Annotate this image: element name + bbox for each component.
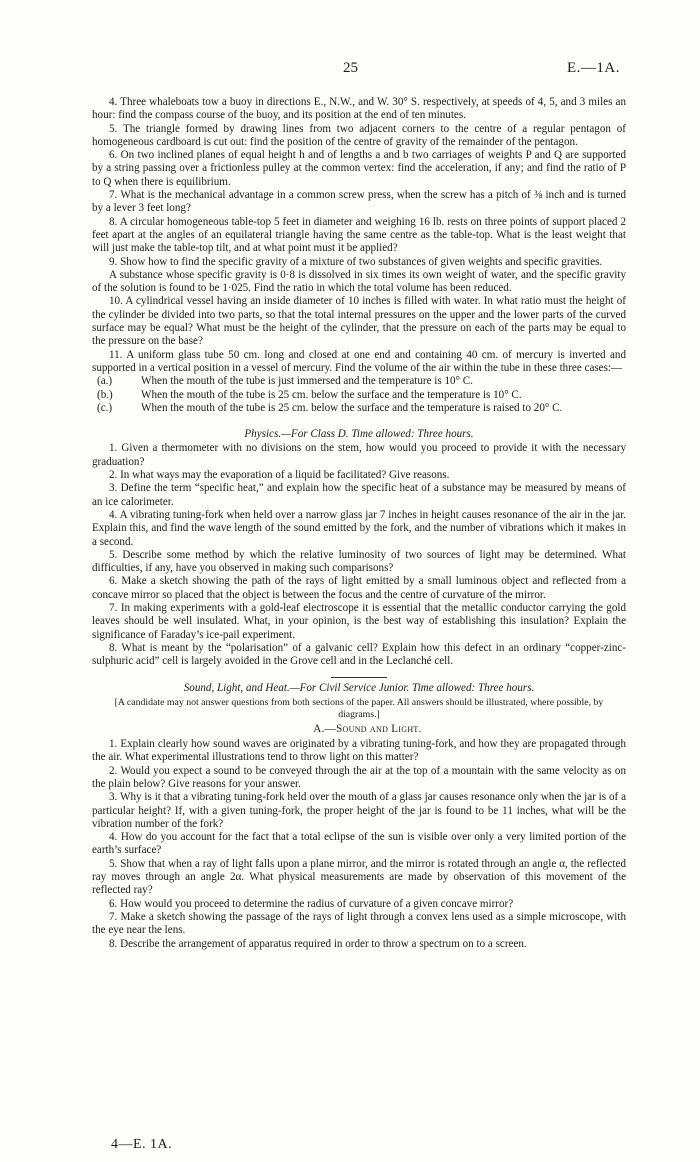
question-mech-11: 11. A uniform glass tube 50 cm. long and closed at one end and containing 40 cm. of mercury is inverted and supported in a vertical position in a vessel of mercury. Find the volume of the air within the tube in these three cases:— [92,348,626,374]
page-number: 25 [343,60,358,76]
question-sound-2: 2. Would you expect a sound to be conveyed through the air at the top of a mountain with the same velocity as on the plain below? Give reasons for your answer. [92,764,626,790]
question-mech-5: 5. The triangle formed by drawing lines from two adjacent corners to the centre of a regular pentagon of homogeneous cardboard is cut out: find the position of the centre of gravity of the remainder of the pentagon. [92,122,626,148]
question-phys-5: 5. Describe some method by which the relative luminosity of two sources of light may be determined. What difficulties, if any, have you observed in making such comparisons? [92,548,626,575]
question-phys-4: 4. A vibrating tuning-fork when held over a narrow glass jar 7 inches in height causes resonance of the air in the jar. Explain this, and find the wave length of the sound emitted by the fork, and the number of vibrations which it makes in a second. [92,508,626,548]
page-signature: 4—E. 1A. [111,1137,173,1152]
question-sound-6: 6. How would you proceed to determine the radius of curvature of a given concave mirror? [109,897,514,910]
question-phys-7: 7. In making experiments with a gold-leaf electroscope it is essential that the metallic conductor carrying the gold leaves should be well insulated. What, in your opinion, is the best way of establishing this insulation? Explain the significance of Faraday’s ice-pail experiment. [92,601,626,641]
question-mech-9: 9. Show how to find the specific gravity of a mixture of two substances of given weights and specific gravities. [109,255,603,268]
question-phys-2: 2. In what ways may the evaporation of a liquid be facilitated? Give reasons. [109,469,450,482]
question-mech-9-part: A substance whose specific gravity is 0·8 is dissolved in six times its own weight of water, and the specific gravity of the solution is found to be 1·025. Find the ratio in which the total volume has been reduced. [92,268,626,295]
case-label: (b.) [97,388,113,401]
case-label: (a.) [97,375,113,388]
question-sound-5: 5. Show that when a ray of light falls upon a plane mirror, and the mirror is rotated through an angle α, the reflected ray moves through an angle 2α. What physical measurements are made by observation of this movement of the reflected ray? [92,857,626,897]
page-body [92,62,626,951]
question-sound-3: 3. Why is it that a vibrating tuning-fork held over the mouth of a glass jar causes resonance only when the jar is of a particular height? If, with a given tuning-fork, the proper height of the jar is found to be 11 inches, what will be the vibration number of the fork? [92,791,626,830]
question-mech-7: 7. What is the mechanical advantage in a common screw press, when the screw has a pitch of ⅜ inch and is turned by a lever 3 feet long? [92,189,626,215]
physics-section [92,428,626,668]
question-sound-8: 8. Describe the arrangement of apparatus required in order to throw a spectrum on to a screen. [109,937,527,950]
sound-section-note: [A candidate may not answer questions from both sections of the paper. All answers should be illustrated, where possible, by diagrams.] [114,696,604,720]
question-phys-1: 1. Given a thermometer with no divisions on the stem, how would you proceed to provide it with the necessary graduation? [92,442,626,468]
question-sound-7: 7. Make a sketch showing the passage of the rays of light through a convex lens used as a simple microscope, with the eye near the lens. [92,910,626,937]
document-reference: E.—1A. [567,60,620,76]
question-mech-4: 4. Three whaleboats tow a buoy in directions E., N.W., and W. 30° S. respectively, at speeds of 4, 5, and 3 miles an hour: find the compass course of the buoy, and its position at the end of ten minutes. [92,96,626,122]
sound-subheading: A.—Sound and Light. [313,722,422,735]
question-phys-6: 6. Make a sketch showing the path of the rays of light emitted by a small luminous object and reflected from a concave mirror so placed that the object is between the focus and the centre of curvature of the mirror. [92,575,626,601]
question-sound-1: 1. Explain clearly how sound waves are originated by a vibrating tuning-fork, and how they are propagated through the air. What experimental illustrations tend to throw light on this matter? [92,738,626,764]
mechanics-questions [92,96,626,415]
question-sound-4: 4. How do you account for the fact that a total eclipse of the sun is visible over only a very limited portion of the earth’s surface? [92,831,626,857]
question-mech-8: 8. A circular homogeneous table-top 5 feet in diameter and weighing 16 lb. rests on three points of support placed 2 feet apart at the angles of an equilateral triangle having the same centre as the table-top. What is the least weight that will just make the table-top tilt, and at what point must it be applied? [92,215,626,255]
question-phys-3: 3. Define the term “specific heat,” and explain how the specific heat of a substance may be measured by means of an ice calorimeter. [92,482,626,508]
case-a [92,375,626,388]
sound-section-title: Sound, Light, and Heat.—For Civil Service Junior. Time allowed: Three hours. [183,682,535,695]
case-c [92,402,626,415]
case-text: When the mouth of the tube is just immersed and the temperature is 10° C. [141,375,473,388]
physics-section-title: Physics.—For Class D. Time allowed: Three hours. [244,428,474,441]
sound-section [92,682,626,950]
case-text: When the mouth of the tube is 25 cm. below the surface and the temperature is raised to 20° C. [141,401,563,414]
question-phys-8: 8. What is meant by the “polarisation” of a galvanic cell? Explain how this defect in an ordinary “copper-zinc-sulphuric acid” cell is largely avoided in the Grove cell and in the Leclanché cell. [92,641,626,668]
case-label: (c.) [97,401,113,414]
section-divider [331,677,387,678]
question-mech-10: 10. A cylindrical vessel having an inside diameter of 10 inches is filled with water. In what ratio must the height of the cylinder be divided into two parts, so that the total internal pressures on the upper and the lower parts of the curved surface may be equal? What must be the height of the cylinder, that the pressure on each of the parts may be equal to the pressure on the base? [92,295,626,348]
case-b [92,389,626,402]
question-mech-6: 6. On two inclined planes of equal height h and of lengths a and b two carriages of weights P and Q are supported by a string passing over a frictionless pulley at the common vertex: find the acceleration, if any; and find the ratio of P to Q when there is equilibrium. [92,149,626,188]
case-text: When the mouth of the tube is 25 cm. below the surface and the temperature is 10° C. [141,388,522,401]
